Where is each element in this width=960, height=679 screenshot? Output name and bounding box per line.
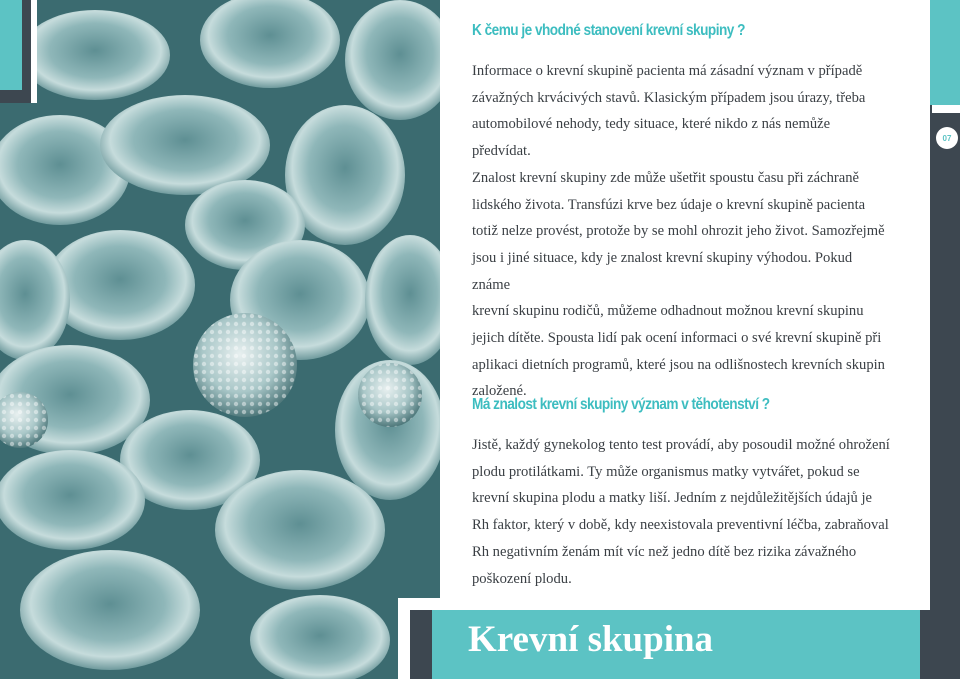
page-title: Krevní skupina	[468, 619, 714, 660]
blood-cells-illustration	[0, 0, 440, 679]
text-line: jejich dítěte. Spousta lidí pak ocení informaci o své krevní skupině při	[472, 330, 882, 347]
page-number-badge: 07	[936, 127, 958, 149]
corner-accent-teal	[0, 0, 22, 90]
section-heading-blood-type-use: K čemu je vhodné stanovení krevní skupiny ?	[472, 22, 745, 39]
text-line: aplikaci dietních programů, které jsou na odlišnostech krevních skupin	[472, 356, 885, 373]
text-line: založené.	[472, 383, 527, 400]
text-line: Jistě, každý gynekolog tento test provádí, aby posoudil možné ohrožení	[472, 437, 890, 453]
corner-accent-gap	[31, 0, 37, 103]
text-line: krevní skupina plodu a matky liší. Jedním z nejdůležitějších údajů je	[472, 490, 873, 507]
section-body-blood-type-use	[472, 58, 892, 405]
section-heading-pregnancy: Má znalost krevní skupiny význam v těhotenství ?	[472, 396, 770, 413]
blood-cells-photo	[0, 0, 440, 679]
text-line: poškození plodu.	[472, 570, 572, 587]
right-edge-tab	[930, 0, 960, 105]
text-line: Rh negativním ženám mít víc než jedno dítě bez rizika závažného	[472, 543, 857, 560]
text-line: totiž nelze provést, protože by se mohl ohrozit jeho život. Samozřejmě	[472, 223, 885, 240]
text-line: Znalost krevní skupiny zde může ušetřit spoustu času při záchraně	[472, 169, 860, 186]
section-body-pregnancy	[472, 432, 892, 592]
text-line: Informace o krevní skupině pacienta má zásadní význam v případě	[472, 63, 863, 79]
text-line: závažných krvácivých stavů. Klasickým případem jsou úrazy, třeba	[472, 89, 866, 106]
text-line: lidského života. Transfúzi krve bez údaje o krevní skupině pacienta	[472, 196, 866, 213]
text-line: plodu protilátkami. Ty může organismus matky vytvářet, pokud se	[472, 463, 860, 480]
text-line: automobilové nehody, tedy situace, které nikdo z nás nemůže předvídat.	[472, 116, 831, 160]
right-edge-gap	[932, 105, 960, 113]
text-line: Rh faktor, který v době, kdy neexistovala preventivní léčba, zabraňoval	[472, 517, 889, 534]
text-line: krevní skupinu rodičů, můžeme odhadnout možnou krevní skupinu	[472, 303, 864, 320]
text-line: jsou i jiné situace, kdy je znalost krevní skupiny výhodou. Pokud známe	[472, 249, 853, 293]
